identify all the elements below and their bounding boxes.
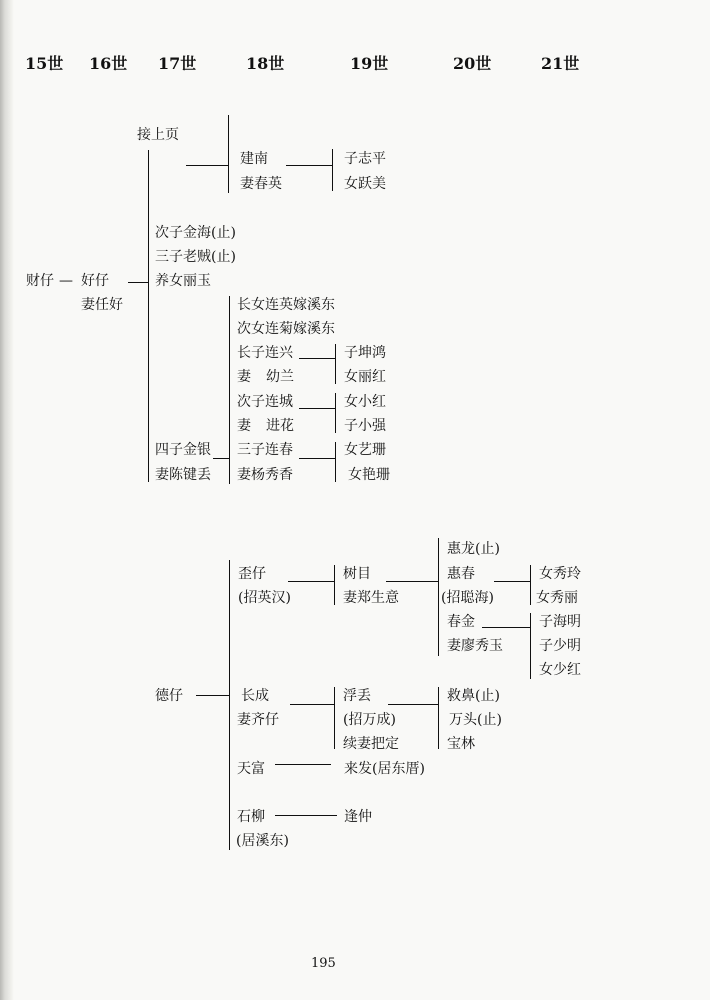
note-huichun: (招聪海) xyxy=(441,590,494,606)
person-tianfu: 天富 xyxy=(237,761,265,777)
tree-line xyxy=(530,613,531,679)
person-yishan: 女艺珊 xyxy=(344,442,386,458)
tree-line xyxy=(482,627,530,628)
person-waizai: 歪仔 xyxy=(238,566,266,582)
person-caizai: 财仔 xyxy=(26,273,54,289)
person-liyu: 养女丽玉 xyxy=(155,273,211,289)
person-xiuli: 女秀丽 xyxy=(536,590,578,606)
person-dezai: 德仔 xyxy=(155,688,183,704)
spouse-liancheng-prefix: 妻 xyxy=(237,418,251,434)
person-jiubi: 救鼻(止) xyxy=(447,688,500,704)
person-laozei: 三子老贼(止) xyxy=(155,249,236,265)
note-waizai: (招英汉) xyxy=(238,590,291,606)
tree-line xyxy=(299,458,335,459)
person-shiliu: 石柳 xyxy=(237,809,265,825)
tree-line xyxy=(334,687,335,749)
person-shaoming: 子少明 xyxy=(539,638,581,654)
tree-line xyxy=(438,538,439,656)
tree-line xyxy=(332,149,333,191)
tree-line xyxy=(275,815,337,816)
person-kunhong: 子坤鸿 xyxy=(344,345,386,361)
person-laifa: 来发(居东厝) xyxy=(344,761,425,777)
person-fengzhong: 逢仲 xyxy=(344,809,372,825)
person-huilong: 惠龙(止) xyxy=(447,541,500,557)
generation-19: 19世 xyxy=(350,54,389,73)
generation-20: 20世 xyxy=(453,54,492,73)
person-yanshan: 女艳珊 xyxy=(348,467,390,483)
person-fudiu: 浮丢 xyxy=(343,688,371,704)
tree-line xyxy=(229,296,230,484)
person-chunjin: 春金 xyxy=(447,614,475,630)
spouse-chunjin: 妻廖秀玉 xyxy=(447,638,503,654)
generation-16: 16世 xyxy=(89,54,128,73)
tree-line xyxy=(530,565,531,605)
tree-line xyxy=(186,165,228,166)
person-yuemei: 女跃美 xyxy=(344,176,386,192)
spouse-lianxing: 幼兰 xyxy=(266,369,294,385)
page-number: 195 xyxy=(311,956,336,971)
tree-line xyxy=(148,150,149,482)
person-huichun: 惠春 xyxy=(447,566,475,582)
tree-line xyxy=(286,165,332,166)
spouse-haozai: 妻任好 xyxy=(81,297,123,313)
tree-line xyxy=(494,581,530,582)
person-lianju: 次女连菊嫁溪东 xyxy=(237,321,335,337)
person-lihong: 女丽红 xyxy=(344,369,386,385)
tree-line xyxy=(228,115,229,193)
tree-line xyxy=(299,408,335,409)
tree-line xyxy=(388,704,438,705)
person-lianchun: 三子连春 xyxy=(237,442,293,458)
generation-17: 17世 xyxy=(158,54,197,73)
person-lianying: 长女连英嫁溪东 xyxy=(237,297,335,313)
spouse-lianxing-prefix: 妻 xyxy=(237,369,251,385)
generation-21: 21世 xyxy=(541,54,580,73)
person-xiaohong: 女小红 xyxy=(344,394,386,410)
tree-line xyxy=(335,393,336,433)
tree-line xyxy=(196,695,230,696)
person-changcheng: 长成 xyxy=(241,688,269,704)
tree-line xyxy=(229,560,230,850)
spouse-lianchun: 妻杨秀香 xyxy=(237,467,293,483)
tree-line xyxy=(438,687,439,749)
tree-line xyxy=(275,764,331,765)
person-zhiping: 子志平 xyxy=(344,151,386,167)
generation-15: 15世 xyxy=(25,54,64,73)
person-haozai: 好仔 xyxy=(81,273,109,289)
person-haiming: 子海明 xyxy=(539,614,581,630)
person-shaohong: 女少红 xyxy=(539,662,581,678)
person-jiannan: 建南 xyxy=(240,151,268,167)
spouse-jinyin: 妻陈键丢 xyxy=(155,467,211,483)
tree-line xyxy=(288,581,334,582)
tree-line xyxy=(386,581,438,582)
tree-line xyxy=(213,458,229,459)
person-xiuling: 女秀玲 xyxy=(539,566,581,582)
person-shumu: 树目 xyxy=(343,566,371,582)
person-lianxing: 长子连兴 xyxy=(237,345,293,361)
scan-edge-shadow xyxy=(0,0,14,1000)
tree-line xyxy=(128,282,148,283)
spouse-liancheng: 进花 xyxy=(266,418,294,434)
spouse-jiannan: 妻春英 xyxy=(240,176,282,192)
note-shiliu: (居溪东) xyxy=(236,833,289,849)
person-xiaoqiang: 子小强 xyxy=(344,418,386,434)
person-liancheng: 次子连城 xyxy=(237,394,293,410)
tree-line xyxy=(299,358,335,359)
generation-18: 18世 xyxy=(246,54,285,73)
person-jinyin: 四子金银 xyxy=(155,442,211,458)
note-fudiu: (招万成) xyxy=(343,712,396,728)
tree-line xyxy=(334,565,335,605)
continued-note: 接上页 xyxy=(137,127,179,143)
person-jinhai: 次子金海(止) xyxy=(155,225,236,241)
person-baolin: 宝林 xyxy=(447,736,475,752)
tree-line xyxy=(335,442,336,482)
spouse-shumu: 妻郑生意 xyxy=(343,590,399,606)
spouse-fudiu: 续妻把定 xyxy=(343,736,399,752)
tree-line xyxy=(290,704,334,705)
tree-line xyxy=(335,344,336,384)
spouse-changcheng: 妻齐仔 xyxy=(237,712,279,728)
connector-dash: — xyxy=(59,273,73,289)
person-wantou: 万头(止) xyxy=(449,712,502,728)
